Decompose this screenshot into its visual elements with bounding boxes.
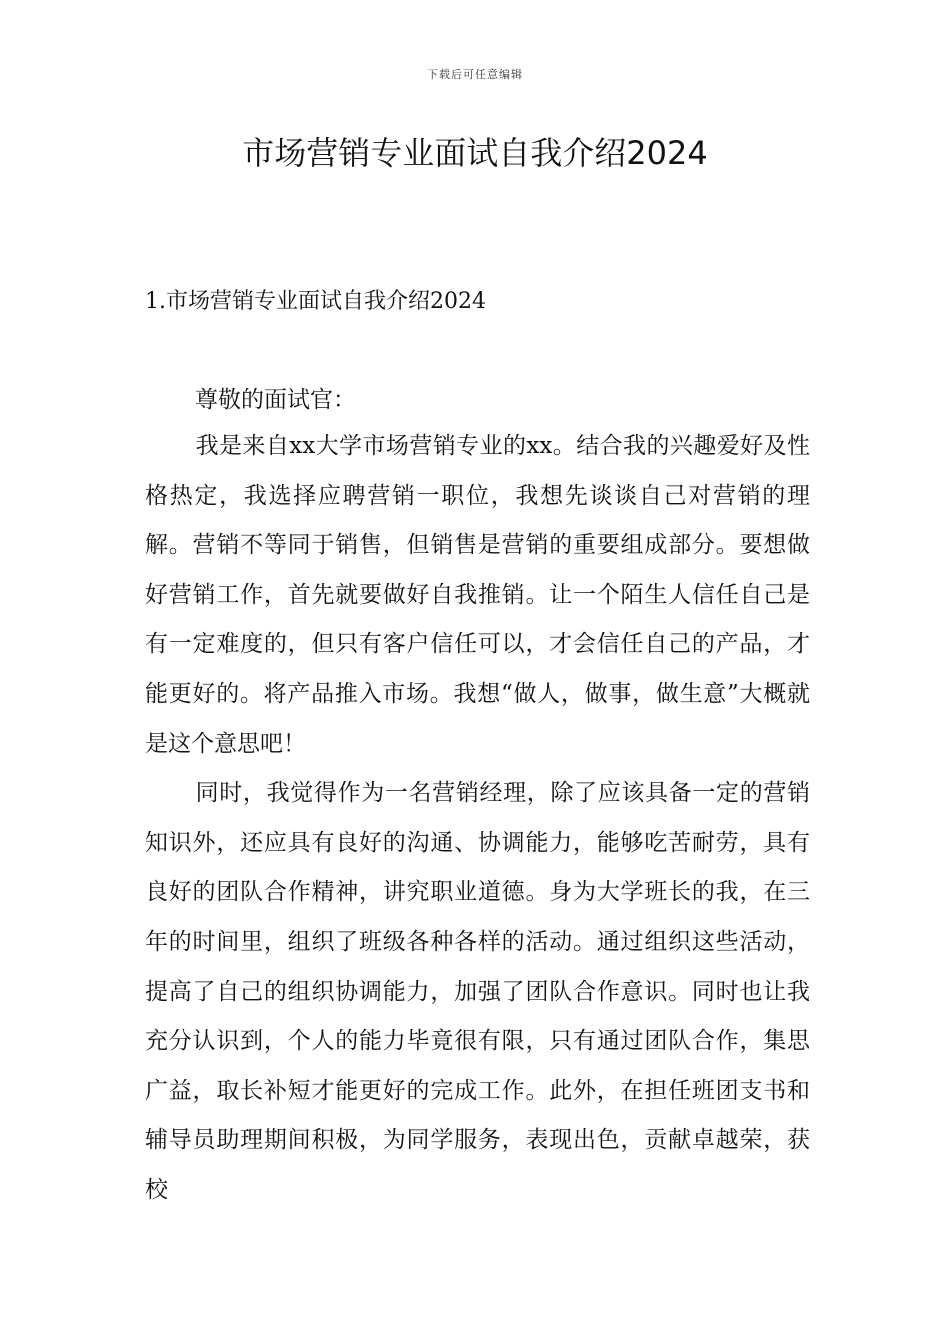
body-text: [145, 422, 810, 1216]
greeting: 尊敬的面试官：: [195, 387, 356, 413]
paragraph-2: 同时，我觉得作为一名营销经理，除了应该具备一定的营销知识外，还应具有良好的沟通、协调能力，能够吃苦耐劳，具有良好的团队合作精神，讲究职业道德。身为大学班长的我，在三年的时间里，组织了班级各种各样的活动。通过组织这些活动，提高了自己的组织协调能力，加强了团队合作意识。同时也让我充分认识到，个人的能力毕竟很有限，只有通过团队合作，集思广益，取长补短才能更好的完成工作。此外，在担任班团支书和辅导员助理期间积极，为同学服务，表现出色，贡献卓越荣，获校: [145, 780, 810, 1203]
paragraph-1: 我是来自xx大学市场营销专业的xx。结合我的兴趣爱好及性格热定，我选择应聘营销一职位，我想先谈谈自己对营销的理解。营销不等同于销售，但销售是营销的重要组成部分。要想做好营销工作，首先就要做好自我推销。让一个陌生人信任自己是有一定难度的，但只有客户信任可以，才会信任自己的产品，才能更好的。将产品推入市场。我想“做人，做事，做生意”大概就是这个意思吧！: [145, 433, 810, 757]
header-note: 下载后可任意编辑: [427, 68, 523, 81]
document-title: 市场营销专业面试自我介绍2024: [242, 134, 708, 172]
section-heading: 1.市场营销专业面试自我介绍2024: [145, 289, 486, 314]
